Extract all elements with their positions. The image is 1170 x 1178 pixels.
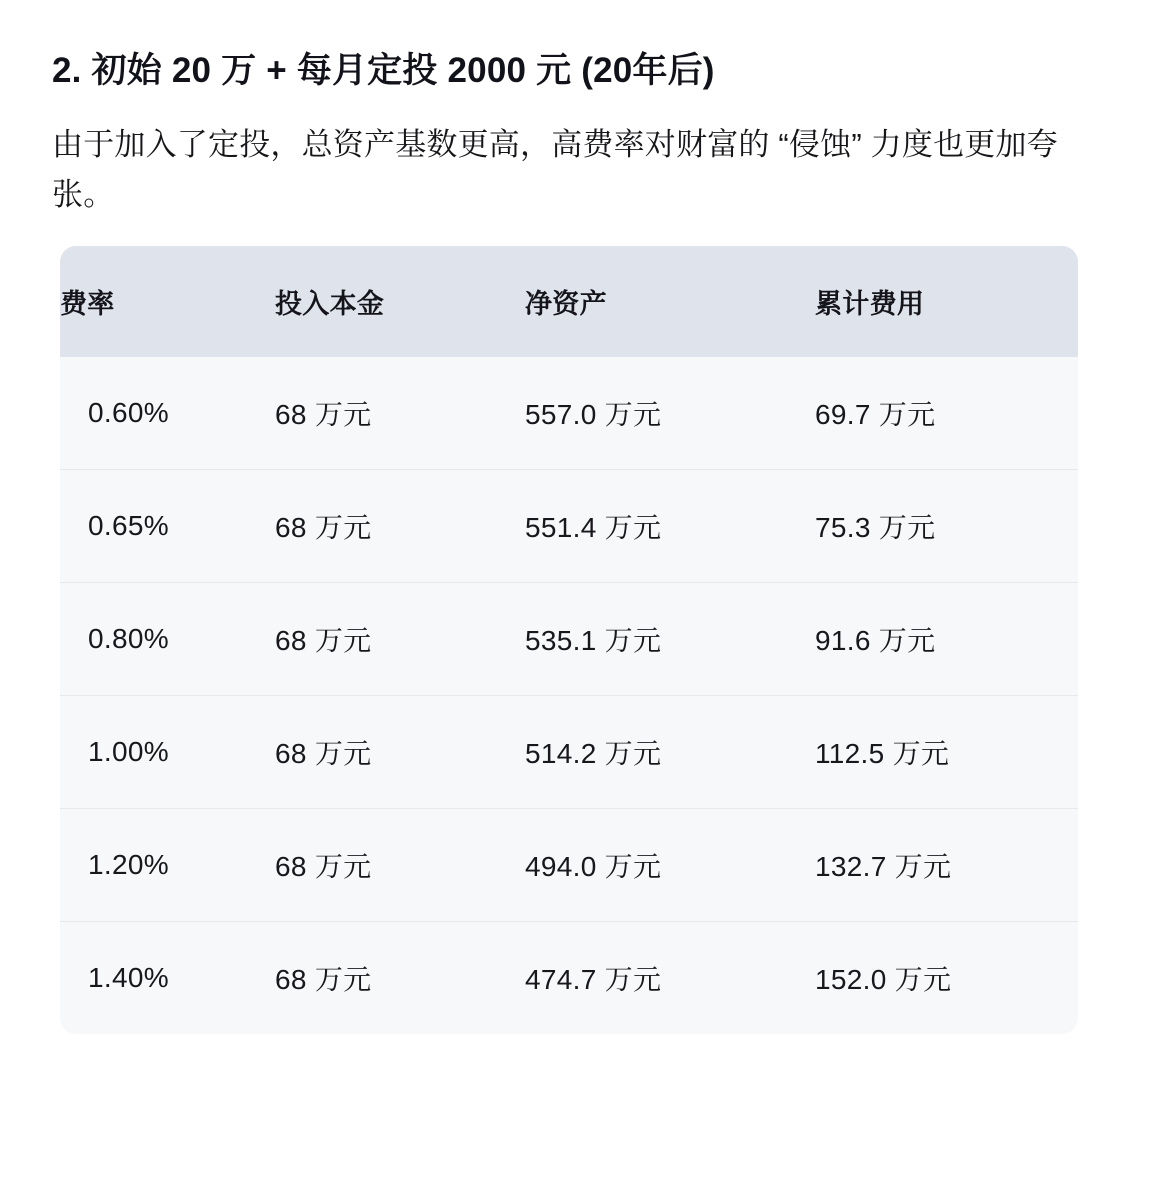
cell-fee-rate: 0.65% bbox=[88, 509, 169, 541]
cell-total-fees: 75.3 万元 bbox=[815, 511, 936, 543]
table-row bbox=[60, 808, 1078, 921]
table-header bbox=[60, 246, 1078, 357]
table-row bbox=[60, 695, 1078, 808]
fee-comparison-table bbox=[60, 246, 1078, 1034]
cell-total-fees: 112.5 万元 bbox=[815, 737, 950, 769]
cell-principal: 68 万元 bbox=[275, 624, 372, 656]
table-header-row bbox=[60, 246, 1078, 357]
cell-total-fees: 69.7 万元 bbox=[815, 398, 936, 430]
table-body bbox=[60, 357, 1078, 1034]
fee-table-card bbox=[60, 246, 1078, 1034]
cell-fee-rate: 1.20% bbox=[88, 848, 169, 880]
page-title: 2. 初始 20 万 + 每月定投 2000 元 (20年后) bbox=[52, 51, 715, 90]
table-row bbox=[60, 469, 1078, 582]
column-header-total-fees: 累计费用 bbox=[815, 288, 925, 319]
cell-net-assets: 494.0 万元 bbox=[525, 850, 662, 882]
column-header-principal: 投入本金 bbox=[275, 288, 385, 319]
column-header-fee-rate: 费率 bbox=[60, 288, 115, 319]
table-row bbox=[60, 357, 1078, 470]
cell-principal: 68 万元 bbox=[275, 963, 372, 995]
cell-principal: 68 万元 bbox=[275, 850, 372, 882]
cell-total-fees: 132.7 万元 bbox=[815, 850, 952, 882]
cell-net-assets: 474.7 万元 bbox=[525, 963, 662, 995]
cell-fee-rate: 1.40% bbox=[88, 961, 169, 993]
cell-net-assets: 535.1 万元 bbox=[525, 624, 662, 656]
cell-net-assets: 514.2 万元 bbox=[525, 737, 662, 769]
table-row bbox=[60, 921, 1078, 1034]
cell-total-fees: 91.6 万元 bbox=[815, 624, 936, 656]
cell-principal: 68 万元 bbox=[275, 511, 372, 543]
cell-net-assets: 557.0 万元 bbox=[525, 398, 662, 430]
cell-fee-rate: 0.80% bbox=[88, 622, 169, 654]
cell-fee-rate: 0.60% bbox=[88, 396, 169, 428]
bottom-spacer bbox=[52, 1034, 1118, 1094]
cell-total-fees: 152.0 万元 bbox=[815, 963, 952, 995]
cell-principal: 68 万元 bbox=[275, 398, 372, 430]
cell-fee-rate: 1.00% bbox=[88, 735, 169, 767]
intro-paragraph: 由于加入了定投，总资产基数更高，高费率对财富的 “侵蚀” 力度也更加夸张。 bbox=[52, 126, 1058, 212]
table-row bbox=[60, 582, 1078, 695]
cell-net-assets: 551.4 万元 bbox=[525, 511, 662, 543]
cell-principal: 68 万元 bbox=[275, 737, 372, 769]
column-header-net-assets: 净资产 bbox=[525, 288, 607, 319]
